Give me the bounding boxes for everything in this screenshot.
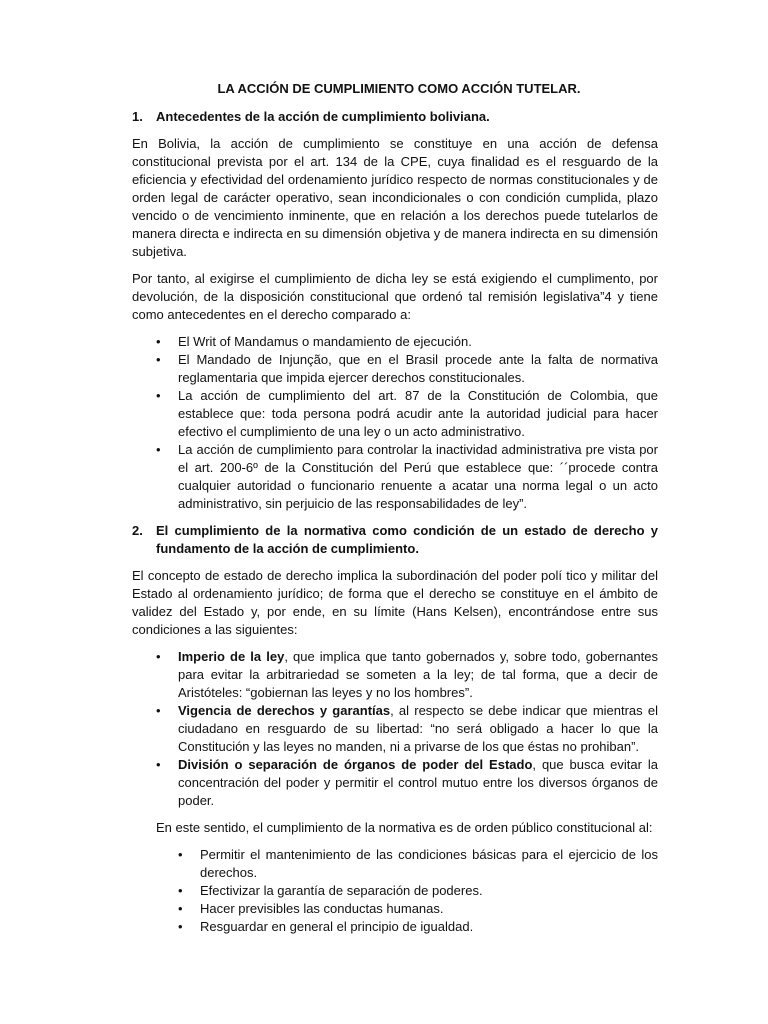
document-page xyxy=(132,80,658,945)
bullet-icon: • xyxy=(156,442,161,457)
bullet-icon: • xyxy=(156,334,161,349)
bullet-icon: • xyxy=(156,757,161,772)
term-description: , al respecto se debe indicar que mientras el ciudadano en resguardo de su libertad: “no será obligado a hacer lo que la Constitución y las leyes no manden, ni a privarse de los que éstas no prohiban”. xyxy=(178,703,658,754)
bullet-icon: • xyxy=(156,352,161,367)
bullet-icon: • xyxy=(178,883,183,898)
section-1-paragraph-2: Por tanto, al exigirse el cumplimiento de dicha ley se está exigiendo el cumplimento, por devolución, de la disposición constitucional que ordenó tal remisión legislativa”4 y tiene como antecedentes en el derecho comparado a: xyxy=(132,271,658,322)
section-1-bullet-list xyxy=(132,333,658,513)
section-2-bullet-list-2 xyxy=(132,846,658,936)
list-item xyxy=(132,441,658,513)
list-item-text: La acción de cumplimiento para controlar la inactividad administrativa pre vista por el art. 200-6º de la Constitución del Perú que establece que: ´´procede contra cualquier autoridad o funcionario renuente a acatar una norma legal o un acto administrativo, sin perjuicio de las responsabilidades de ley”. xyxy=(178,442,658,511)
list-item-text: Resguardar en general el principio de igualdad. xyxy=(200,919,474,934)
section-2-paragraph-1: El concepto de estado de derecho implica la subordinación del poder polí tico y militar del Estado al ordenamiento jurídico; de forma que el derecho se constituye en el ámbito de validez del Estado y, por ende, en su límite (Hans Kelsen), encontrándose entre sus condiciones a las siguientes: xyxy=(132,568,658,637)
list-item xyxy=(132,900,658,918)
bullet-icon: • xyxy=(156,388,161,403)
list-item xyxy=(132,387,658,441)
list-item xyxy=(132,918,658,936)
list-item-text: El Mandado de Injunção, que en el Brasil procede ante la falta de normativa reglamentaria que impida ejercer derechos constitucionales. xyxy=(178,352,658,385)
section-1-number: 1. xyxy=(132,109,143,124)
section-2-heading xyxy=(132,522,658,558)
list-item-text: El Writ of Mandamus o mandamiento de ejecución. xyxy=(178,334,472,349)
term-description: , que implica que tanto gobernados y, sobre todo, gobernantes para evitar la arbitrariedad se someten a la ley; de tal forma, que a decir de Aristóteles: “gobiernan las leyes y no los hombres”. xyxy=(178,649,658,700)
bullet-icon: • xyxy=(178,847,183,862)
list-item-text xyxy=(178,756,658,810)
list-item-text xyxy=(178,702,658,756)
term-description: , que busca evitar la concentración del poder y permitir el control mutuo entre los diversos órganos de poder. xyxy=(178,757,658,808)
list-item-text: Hacer previsibles las conductas humanas. xyxy=(200,901,444,916)
section-2-number: 2. xyxy=(132,523,143,538)
section-2-paragraph-2: En este sentido, el cumplimiento de la normativa es de orden público constitucional al: xyxy=(156,820,653,835)
section-1-paragraph-1: En Bolivia, la acción de cumplimiento se constituye en una acción de defensa constitucional prevista por el art. 134 de la CPE, cuya finalidad es el resguardo de la eficiencia y efectividad del ordenamiento jurídico respecto de normas constitucionales y de orden legal de carácter operativo, sean incondicionales o con condición cumplida, plazo vencido o de vencimiento inminente, que en relación a los derechos puede tutelarlos de manera directa e indirecta en su dimensión objetiva y de manera indirecta en su dimensión subjetiva. xyxy=(132,136,658,259)
term-bold: Vigencia de derechos y garantías xyxy=(178,703,391,718)
list-item-text: Efectivizar la garantía de separación de poderes. xyxy=(200,883,483,898)
list-item xyxy=(132,756,658,810)
list-item xyxy=(132,846,658,882)
bullet-icon: • xyxy=(178,901,183,916)
list-item-text: Permitir el mantenimiento de las condiciones básicas para el ejercicio de los derechos. xyxy=(200,847,658,880)
section-1-heading xyxy=(132,108,658,126)
bullet-icon: • xyxy=(156,649,161,664)
list-item xyxy=(132,333,658,351)
bullet-icon: • xyxy=(156,703,161,718)
list-item xyxy=(132,882,658,900)
section-1-heading-text: Antecedentes de la acción de cumplimiento boliviana. xyxy=(156,109,490,124)
list-item-text xyxy=(178,648,658,702)
list-item xyxy=(132,702,658,756)
bullet-icon: • xyxy=(178,919,183,934)
term-bold: Imperio de la ley xyxy=(178,649,285,664)
section-2-bullet-list xyxy=(132,648,658,810)
term-bold: División o separación de órganos de poder del Estado xyxy=(178,757,533,772)
list-item xyxy=(132,648,658,702)
list-item xyxy=(132,351,658,387)
section-2-heading-text: El cumplimiento de la normativa como condición de un estado de derecho y fundamento de la acción de cumplimiento. xyxy=(156,523,658,556)
document-title: LA ACCIÓN DE CUMPLIMIENTO COMO ACCIÓN TUTELAR. xyxy=(217,81,581,96)
list-item-text: La acción de cumplimiento del art. 87 de la Constitución de Colombia, que establece que: toda persona podrá acudir ante la autoridad judicial para hacer efectivo el cumplimiento de una ley o un acto administrativo. xyxy=(178,388,658,439)
